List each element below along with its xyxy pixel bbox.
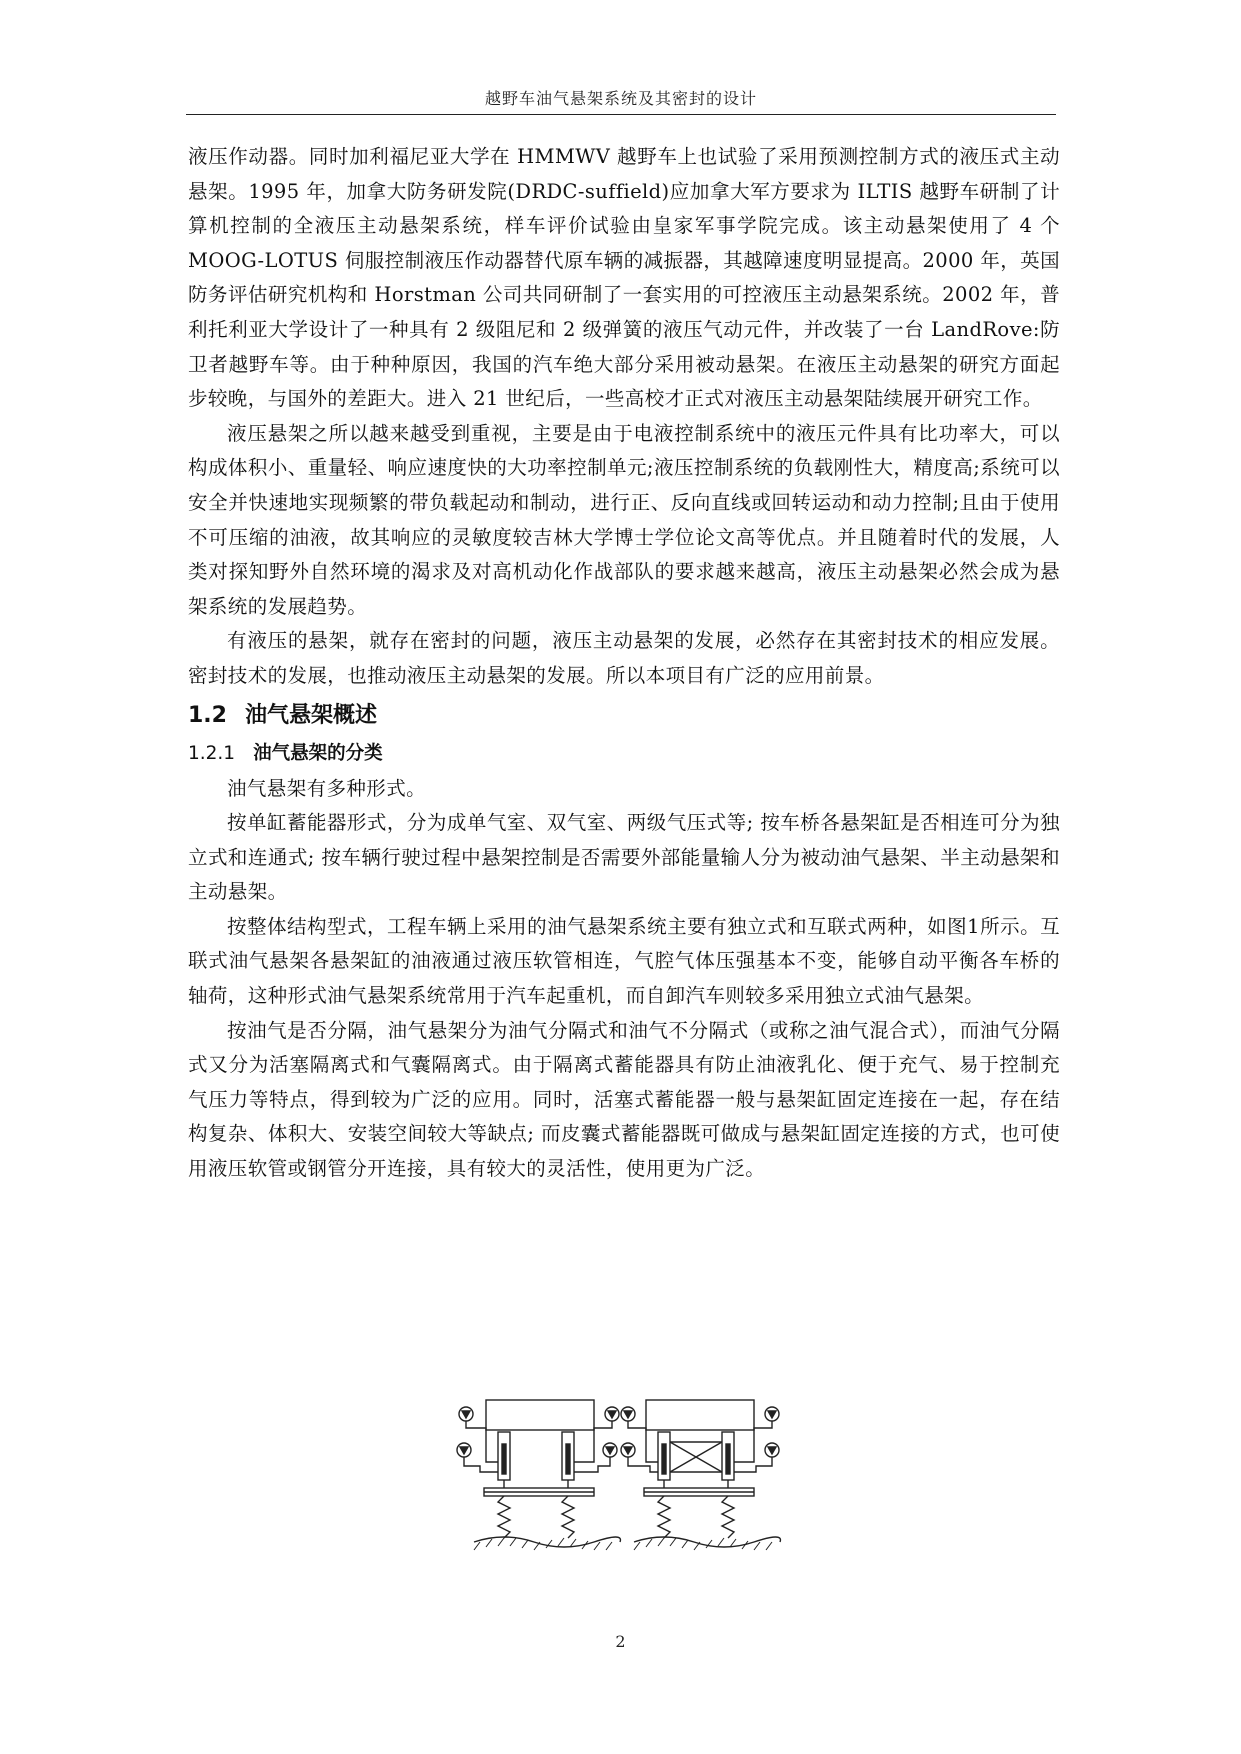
page-body <box>188 140 1060 1187</box>
section-number: 1.2 <box>188 702 227 728</box>
section-title: 油气悬架概述 <box>244 702 377 728</box>
paragraph: 有液压的悬架，就存在密封的问题，液压主动悬架的发展，必然存在其密封技术的相应发展。密封技术的发展，也推动液压主动悬架的发展。所以本项目有广泛的应用前景。 <box>188 629 1060 687</box>
page-number: 2 <box>615 1632 626 1651</box>
interconnected-suspension-figure <box>621 1400 780 1550</box>
section-heading <box>188 696 1060 736</box>
paragraph: 液压作动器。同时加利福尼亚大学在 HMMWV 越野车上也试验了采用预测控制方式的液压式主动悬架。1995 年，加拿大防务研发院(DRDC-suffield)应加拿大军方要求为 ILTIS 越野车研制了计算机控制的全液压主动悬架系统，样车评价试验由皇家军事学院完成。该主动悬架使用了 4 个 MOOG-LOTUS 伺服控制液压作动器替代原车辆的减振器，其越障速度明显提高。2000 年，英国防务评估研究机构和 Horstman 公司共同研制了一套实用的可控液压主动悬架系统。2002 年，普利托利亚大学设计了一种具有 2 级阻尼和 2 级弹簧的液压气动元件，并改装了一台 LandRove:防卫者越野车等。由于种种原因，我国的汽车绝大部分采用被动悬架。在液压主动悬架的研究方面起步较晚，与国外的差距大。进入 21 世纪后，一些高校才正式对液压主动悬架陆续展开研究工作。 <box>188 145 1060 411</box>
subsection-heading <box>188 736 1060 772</box>
paragraph: 按整体结构型式，工程车辆上采用的油气悬架系统主要有独立式和互联式两种，如图1所示。互联式油气悬架各悬架缸的油液通过液压软管相连，气腔气体压强基本不变，能够自动平衡各车桥的轴荷，这种形式油气悬架系统常用于汽车起重机，而自卸汽车则较多采用独立式油气悬架。 <box>188 914 1060 1008</box>
running-header: 越野车油气悬架系统及其密封的设计 <box>484 89 757 108</box>
paragraph: 按油气是否分隔，油气悬架分为油气分隔式和油气不分隔式（或称之油气混合式），而油气分隔式又分为活塞隔离式和气囊隔离式。由于隔离式蓄能器具有防止油液乳化、便于充气、易于控制充气压力等特点，得到较为广泛的应用。同时，活塞式蓄能器一般与悬架缸固定连接在一起，存在结构复杂、体积大、安装空间较大等缺点; 而皮囊式蓄能器既可做成与悬架缸固定连接的方式，也可使用液压软管或钢管分开连接，具有较大的灵活性，使用更为广泛。 <box>188 1018 1060 1181</box>
suspension-diagram <box>450 1392 790 1602</box>
subsection-title: 油气悬架的分类 <box>253 742 383 764</box>
paragraph: 按单缸蓄能器形式，分为成单气室、双气室、两级气压式等; 按车桥各悬架缸是否相连可分为独立式和连通式; 按车辆行驶过程中悬架控制是否需要外部能量输人分为被动油气悬架、半主动悬架和主动悬架。 <box>188 811 1060 904</box>
independent-suspension-figure <box>457 1400 620 1550</box>
paragraph: 油气悬架有多种形式。 <box>227 776 427 800</box>
header-rule <box>186 114 1056 115</box>
paragraph: 液压悬架之所以越来越受到重视，主要是由于电液控制系统中的液压元件具有比功率大，可以构成体积小、重量轻、响应速度快的大功率控制单元;液压控制系统的负载刚性大，精度高;系统可以安全并快速地实现频繁的带负载起动和制动，进行正、反向直线或回转运动和动力控制;且由于使用不可压缩的油液，故其响应的灵敏度较吉林大学博士学位论文高等优点。并且随着时代的发展，人类对探知野外自然环境的渴求及对高机动化作战部队的要求越来越高，液压主动悬架必然会成为悬架系统的发展趋势。 <box>188 421 1060 618</box>
subsection-number: 1.2.1 <box>188 742 236 764</box>
